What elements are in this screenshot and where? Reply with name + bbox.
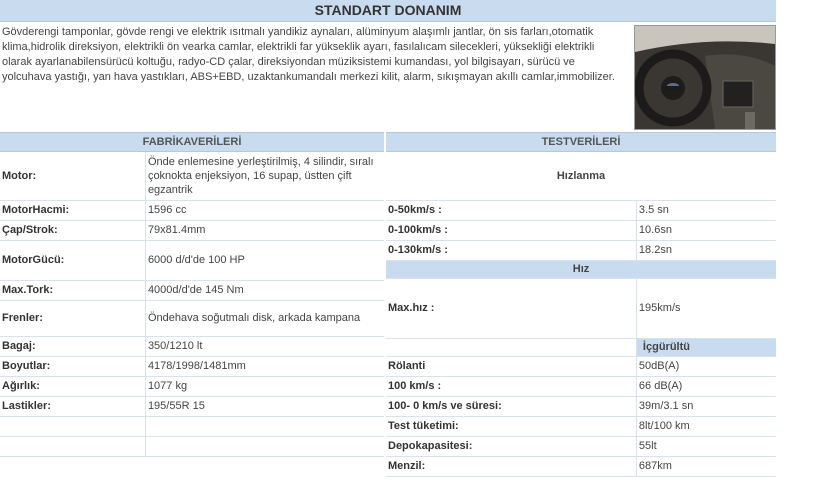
spec-value: 1596 cc [145,200,384,220]
test-label: 0-130km/s : [386,240,636,260]
test-label: Rölanti [386,356,636,376]
table-row [0,280,384,300]
spec-label: Bagaj: [0,336,145,356]
table-row [386,356,776,376]
test-value: 687km [636,456,776,476]
table-row [386,416,776,436]
table-row [0,300,384,336]
spec-value: 6000 d/d'de 100 HP [145,240,384,280]
page-title: STANDART DONANIM [0,0,776,22]
spec-label: Max.Tork: [0,280,145,300]
test-label: 0-100km/s : [386,220,636,240]
test-label: 100 km/s : [386,376,636,396]
table-row [0,240,384,280]
spec-value: 4000d/d'de 145 Nm [145,280,384,300]
acceleration-subheader: Hızlanma [386,152,776,200]
spec-label: Çap/Strok: [0,220,145,240]
spec-value: Önde enlemesine yerleştirilmiş, 4 silindir, sıralı çoknokta enjeksiyon, 16 supap, üstten çift egzantrik [145,152,384,200]
table-row [0,220,384,240]
test-data-header: TESTVERİLERİ [386,132,776,152]
factory-data-header: FABRİKAVERİLERİ [0,132,384,152]
car-interior-photo [634,25,776,130]
test-label: Menzil: [386,456,636,476]
test-value: 55lt [636,436,776,456]
spec-value: 79x81.4mm [145,220,384,240]
table-row [0,376,384,396]
test-value: 195km/s [636,278,776,338]
test-value: 39m/3.1 sn [636,396,776,416]
test-label: Depokapasitesi: [386,436,636,456]
speed-subheader: Hız [386,260,776,278]
table-row [386,436,776,456]
table-row [386,200,776,220]
table-row [0,200,384,220]
test-label: Test tüketimi: [386,416,636,436]
spec-label: Ağırlık: [0,376,145,396]
equipment-description: Gövderengi tamponlar, gövde rengi ve elektrik ısıtmalı yandikiz aynaları, alüminyum alaşımlı jantlar, ön sis farları,otomatik klima,hidrolik direksiyon, elektrikli ön vearka camlar, elektrikli far yükseklik ayarı, fasılalıcam silecekleri, yüksekliği elektrikli olarak ayarlanabilensürücü koltuğu, radyo-CD çalar, direksiyondan müziksistemi kumandası, yol bilgisayarı, sürücü ve yolcuhava yastığı, yan hava yastıkları, ABS+EBD, uzaktankumandalı merkezi kilit, alarm, sıkışmayan akıllı camlar,immobilizer. [2,26,615,83]
table-row [386,376,776,396]
test-label: Max.hız : [386,278,636,338]
spec-label: Frenler: [0,300,145,336]
table-row [0,152,384,200]
spec-value: 195/55R 15 [145,396,384,416]
table-row [0,416,384,436]
car-interior-image [635,26,775,129]
spec-label: Motor: [0,152,145,200]
table-row [386,220,776,240]
test-label: 100- 0 km/s ve süresi: [386,396,636,416]
table-row [386,456,776,476]
test-value: 8lt/100 km [636,416,776,436]
table-row [386,240,776,260]
table-row [0,336,384,356]
spec-value: 350/1210 lt [145,336,384,356]
table-row [0,436,384,456]
spec-value: 4178/1998/1481mm [145,356,384,376]
factory-data-table [0,152,384,457]
spec-label: MotorHacmi: [0,200,145,220]
spec-value: Öndehava soğutmalı disk, arkada kampana [145,300,384,336]
table-row [0,396,384,416]
test-value: 50dB(A) [636,356,776,376]
spec-label: Lastikler: [0,396,145,416]
test-value: 66 dB(A) [636,376,776,396]
table-row [386,278,776,338]
spec-value: 1077 kg [145,376,384,396]
test-data-table [386,152,776,477]
test-label: 0-50km/s : [386,200,636,220]
spec-label: Boyutlar: [0,356,145,376]
test-value: 10.6sn [636,220,776,240]
spec-label: MotorGücü: [0,240,145,280]
test-value: 18.2sn [636,240,776,260]
table-row [386,396,776,416]
table-row [0,356,384,376]
noise-subheader: İçgürültü [386,338,776,356]
test-value: 3.5 sn [636,200,776,220]
